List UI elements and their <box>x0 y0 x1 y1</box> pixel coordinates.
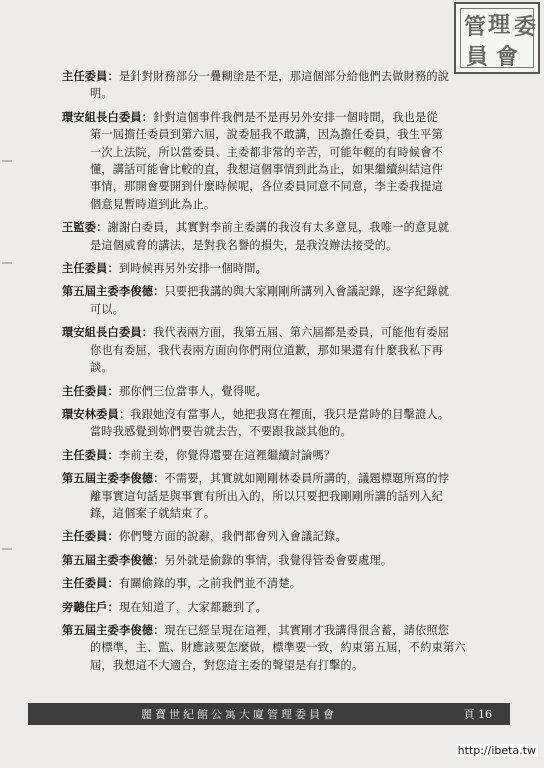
footer-title: 麗寶世紀館公寓大廈管理委員會 <box>141 708 337 721</box>
entry-text: 是針對財務部分一疊糊塗是不是，那這個部分給他們去做財務的說 <box>118 70 450 83</box>
transcript-body <box>62 68 482 674</box>
transcript-entry <box>62 219 482 254</box>
transcript-entry <box>62 324 482 376</box>
entry-text: 針對這個事件我們是不是再另外安排一個時間，我也是從 <box>153 110 438 124</box>
speaker-label: 環安組長白委員： <box>62 110 154 124</box>
speaker-label: 第五屆主委李俊德： <box>62 285 165 299</box>
entry-continuation: 是這個威脅的講法，是對我名譽的損失，是我沒辦法接受的。 <box>90 238 398 252</box>
speaker-label: 環安組長白委員： <box>62 326 154 340</box>
speaker-label: 主任委員： <box>62 530 119 544</box>
entry-continuation: 個意見暫時道到此為止。 <box>90 197 216 211</box>
entry-continuation: 屆，我想這不大適合，對您這主委的聲望是有打擊的。 <box>90 658 364 672</box>
entry-text: 只要把我講的與大家剛剛所講列入會議記錄，逐字紀錄就 <box>164 285 450 299</box>
transcript-entry <box>62 68 482 103</box>
entry-continuation: 錄，這個案子就結束了。 <box>90 506 216 520</box>
watermark-url: http://ibeta.tw <box>457 744 536 757</box>
speaker-label: 第五屆主委李俊德： <box>62 623 165 637</box>
entry-continuation: 懂，講話可能會比較的直，我想這個事情到此為止，如果繼續糾結這件 <box>90 163 444 177</box>
transcript-entry <box>62 575 482 592</box>
speaker-label: 主任委員： <box>62 70 119 83</box>
entry-text: 到時候再另外安排一個時間。 <box>118 262 267 276</box>
entry-continuation: 明。 <box>90 87 113 101</box>
transcript-entry <box>62 283 482 318</box>
transcript-entry <box>62 470 482 522</box>
entry-continuation: 的標準，主、監、財應該要怎麼做，標準要一致，約束第五屆，不約束第六 <box>90 641 466 655</box>
entry-text: 你們雙方面的說辭，我們都會列入會議記錄。 <box>118 530 347 544</box>
entry-continuation: 可以。 <box>90 302 125 316</box>
scan-mark <box>2 160 12 162</box>
speaker-label: 旁聽住戶： <box>62 600 119 614</box>
speaker-label: 主任委員： <box>62 384 119 398</box>
entry-text: 現在知道了，大家都聽到了。 <box>118 600 267 614</box>
entry-continuation: 談。 <box>90 361 113 375</box>
entry-text: 另外就是偷錄的事情，我覺得管委會要處理。 <box>164 553 393 567</box>
entry-continuation: 離事實這句話是與事實有所出入的，所以只要把我剛剛所講的話列入紀 <box>90 489 444 503</box>
seal-stamp: 管 理 委 員 會 <box>454 2 540 74</box>
entry-text: 現在已經呈現在這裡，其實剛才我講得很含蓄，請依照您 <box>164 623 450 637</box>
scan-mark <box>2 262 12 264</box>
entry-continuation: 事情，那開會要開到什麼時候呢，各位委員同意不同意，李主委我提這 <box>90 180 444 194</box>
entry-text: 我代表兩方面，我第五屆、第六屆都是委員，可能他有委屈 <box>153 326 450 340</box>
entry-text: 不需要，其實就如剛剛林委員所講的，議題標題所寫的悖 <box>164 472 450 486</box>
entry-continuation: 第一屆擔任委員到第六屆，說委屈我不敢講，因為擔任委員，我生平第 <box>90 128 444 142</box>
entry-text: 我跟她沒有當事人，她把我寫在裡面，我只是當時的目擊證人。 <box>130 407 450 421</box>
speaker-label: 第五屆主委李俊德： <box>62 553 165 567</box>
speaker-label: 環安林委員： <box>62 407 131 421</box>
transcript-entry <box>62 383 482 400</box>
scan-mark <box>2 548 12 550</box>
footer-bar <box>28 703 510 725</box>
speaker-label: 第五屆主委李俊德： <box>62 472 165 486</box>
transcript-entry <box>62 109 482 213</box>
entry-text: 李前主委，你覺得還要在這裡繼續討論嗎？ <box>118 448 336 462</box>
page-number: 頁 16 <box>463 708 492 721</box>
transcript-entry <box>62 552 482 569</box>
transcript-entry <box>62 622 482 674</box>
transcript-entry <box>62 528 482 545</box>
entry-continuation: 當時我感覺到妳們要告就去告，不要跟我談其他的。 <box>90 425 352 439</box>
entry-text: 謝謝白委員，其實對李前主委講的我沒有太多意見，我唯一的意見就 <box>107 221 450 235</box>
speaker-label: 王監委： <box>62 221 108 235</box>
transcript-entry <box>62 260 482 277</box>
entry-continuation: 一次上法院，所以當委員、主委都非常的辛苦，可能年輕的有時候會不 <box>90 145 444 159</box>
entry-continuation: 你也有委屈，我代表兩方面向你們兩位道歉，那如果還有什麼我私下再 <box>90 343 444 357</box>
transcript-entry <box>62 406 482 441</box>
entry-text: 那你們三位當事人，覺得呢。 <box>118 384 267 398</box>
transcript-entry <box>62 599 482 616</box>
speaker-label: 主任委員： <box>62 262 119 276</box>
entry-text: 有關偷錄的事，之前我們並不清楚。 <box>118 577 302 591</box>
speaker-label: 主任委員： <box>62 448 119 462</box>
transcript-entry <box>62 447 482 464</box>
speaker-label: 主任委員： <box>62 577 119 591</box>
